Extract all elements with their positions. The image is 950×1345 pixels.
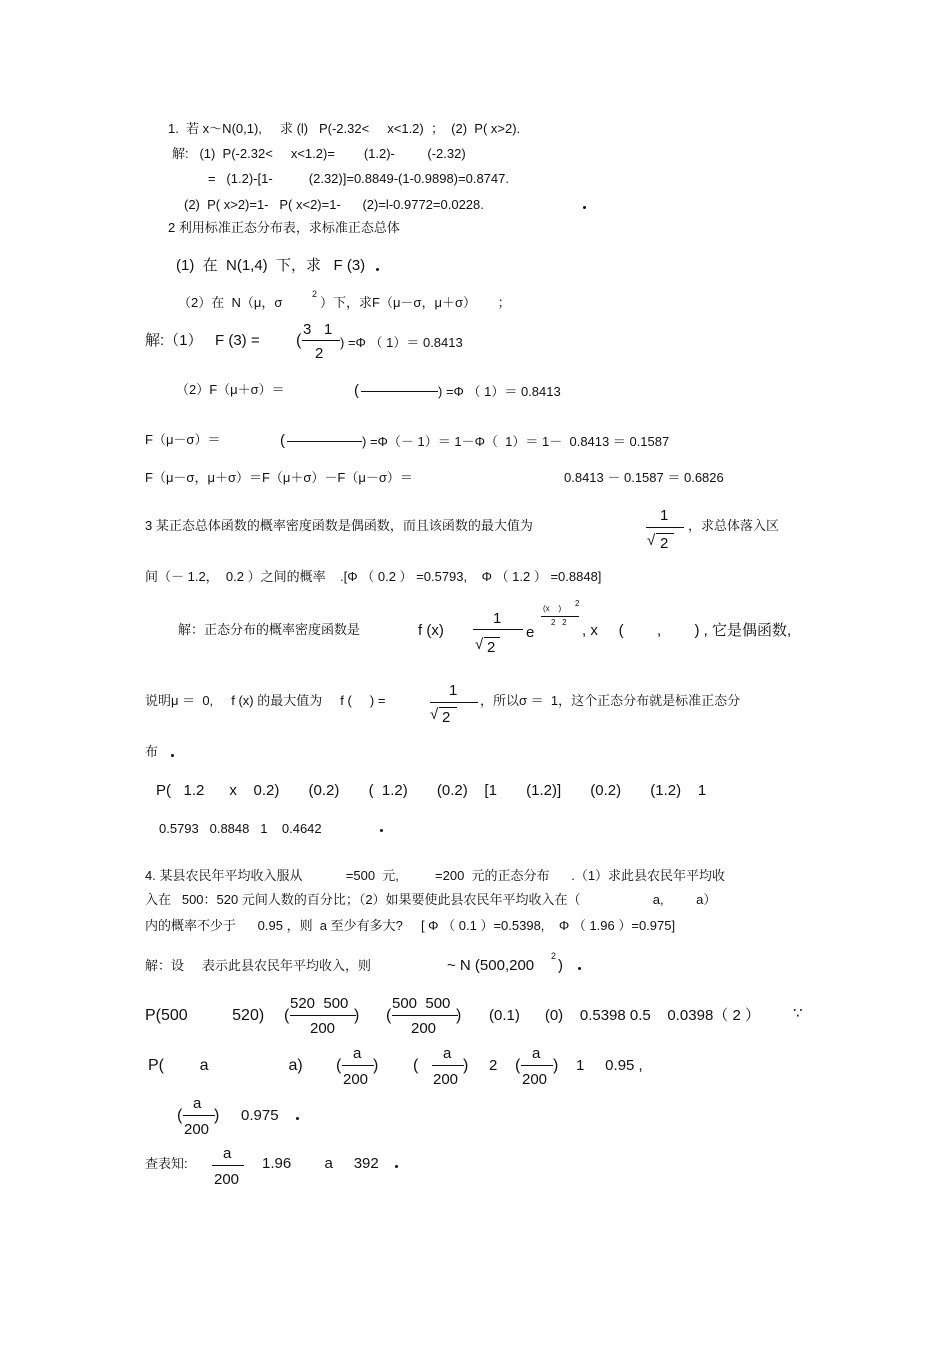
paren-open: ( bbox=[177, 1107, 183, 1124]
distribution-close: ) bbox=[558, 957, 563, 974]
problem-2-answer-2: （2）F（μ＋σ）＝ bbox=[176, 382, 285, 397]
problem-2-answer-3: F（μ－σ）＝ bbox=[145, 432, 221, 447]
problem-2-answer-1-result: ) =Φ （ 1）＝ 0.8413 bbox=[340, 335, 463, 350]
max-numerator: 1 bbox=[449, 682, 458, 699]
fraction-bar bbox=[302, 340, 340, 341]
row-2-fraction-2-denominator: 200 bbox=[433, 1071, 459, 1088]
problem-3-step-2-end: ，所以σ ＝ 1，这个正态分布就是标准正态分 bbox=[480, 693, 741, 708]
problem-2-answer-3-result: ) =Φ（－ 1）＝ 1－Φ（ 1）＝ 1－ 0.8413 ＝ 0.1587 bbox=[362, 434, 670, 449]
problem-3-step-1-end: , x ( , ) , 它是偶函数, bbox=[582, 622, 792, 639]
row-1-fraction-2-bar bbox=[392, 1015, 458, 1016]
paren-close: ) bbox=[214, 1107, 220, 1124]
sqrt-icon: √ bbox=[647, 532, 656, 549]
row-2-fraction-3-numerator: a bbox=[532, 1045, 541, 1062]
row-1-fraction-1-numerator: 520 500 bbox=[290, 995, 349, 1012]
problem-4-step-1: 解：设 表示此县农民年平均收入，则 bbox=[145, 958, 372, 973]
row-3-fraction-numerator: a bbox=[193, 1095, 202, 1112]
problem-2-answer-4: F（μ－σ，μ＋σ）＝F（μ＋σ）－F（μ－σ）＝ bbox=[145, 470, 413, 485]
row-1-fraction-2-numerator: 500 500 bbox=[392, 995, 451, 1012]
problem-3-step-1: 解：正态分布的概率密度函数是 bbox=[178, 622, 361, 637]
problem-4-distribution: ~ N (500,200 bbox=[447, 957, 535, 974]
sqrt-overline bbox=[484, 637, 500, 638]
period-mark bbox=[380, 829, 383, 832]
problem-3-probability-line: P( 1.2 x 0.2) (0.2) ( 1.2) (0.2) [1 (1.2)] (0.2) (1.2) 1 bbox=[156, 782, 707, 799]
distribution-superscript: 2 bbox=[551, 951, 557, 961]
paren-open: ( bbox=[354, 382, 359, 399]
problem-4-question-line-3: 内的概率不少于 0.95 ，则 a 至少有多大? [ Φ （ 0.1 ）=0.5398, Φ （ 1.96 ）=0.975] bbox=[145, 918, 676, 933]
period-mark bbox=[171, 754, 174, 757]
density-numerator: 1 bbox=[493, 610, 502, 627]
problem-4-row-3-result: 0.975 bbox=[241, 1107, 279, 1124]
max-fraction-bar bbox=[430, 702, 478, 703]
problem-4-question-line-1: 4. 某县农民年平均收入服从 =500 元, =200 元的正态分布 .（1）求此县农民年平均收 bbox=[145, 868, 726, 883]
paren-open: ( bbox=[336, 1057, 342, 1074]
exponent-fraction-bar bbox=[541, 616, 579, 617]
row-2-fraction-2-bar bbox=[432, 1065, 464, 1066]
row-3-fraction-bar bbox=[183, 1115, 215, 1116]
problem-4-lookup-label: 查表知: bbox=[145, 1156, 188, 1171]
paren-open: ( bbox=[413, 1057, 419, 1074]
period-mark bbox=[376, 268, 379, 271]
paren-open: ( bbox=[515, 1057, 521, 1074]
row-1-fraction-1-bar bbox=[290, 1015, 356, 1016]
row-4-fraction-numerator: a bbox=[223, 1145, 232, 1162]
sqrt-overline bbox=[656, 533, 674, 534]
row-1-fraction-1-denominator: 200 bbox=[310, 1020, 336, 1037]
paren-open: ( bbox=[280, 432, 285, 449]
row-2-fraction-1-numerator: a bbox=[353, 1045, 362, 1062]
problem-4-row-2-lhs: P( a a) bbox=[148, 1057, 303, 1074]
problem-2-item-2-superscript: 2 bbox=[312, 289, 318, 299]
period-mark bbox=[296, 1117, 299, 1120]
problem-2-answer-4-result: 0.8413 － 0.1587 ＝ 0.6826 bbox=[564, 470, 724, 485]
problem-3-result-line: 0.5793 0.8848 1 0.4642 bbox=[159, 821, 322, 836]
max-value-fraction-bar bbox=[646, 527, 684, 528]
row-2-fraction-2-numerator: a bbox=[443, 1045, 452, 1062]
row-2-coefficient: 2 bbox=[489, 1057, 498, 1074]
row-3-fraction-denominator: 200 bbox=[184, 1121, 210, 1138]
sqrt-icon: √ bbox=[475, 636, 484, 653]
problem-1-question: 1. 若 x～N(0,1), 求 (l) P(-2.32< x<1.2) ； (2) P( x>2). bbox=[168, 121, 521, 136]
problem-2-item-1: (1) 在 N(1,4) 下，求 F (3) bbox=[176, 257, 366, 274]
sqrt-overline bbox=[439, 707, 457, 708]
stray-mark bbox=[583, 206, 586, 209]
density-denominator: 2 bbox=[487, 639, 496, 656]
row-2-fraction-1-denominator: 200 bbox=[343, 1071, 369, 1088]
density-fraction-bar bbox=[473, 629, 523, 630]
paren-close: ) bbox=[456, 1007, 462, 1024]
problem-4-row-1-lhs: P(500 520) bbox=[145, 1007, 265, 1024]
row-4-fraction-bar bbox=[212, 1165, 244, 1166]
problem-3-question-line-1-end: ，求总体落入区 bbox=[688, 518, 780, 533]
problem-4-row-1-result: (0.1) (0) 0.5398 0.5 0.0398（ 2 ） bbox=[489, 1007, 760, 1024]
empty-fraction-bar bbox=[361, 391, 438, 392]
problem-4-row-2-result: 1 0.95 , bbox=[576, 1057, 643, 1074]
empty-fraction-bar bbox=[287, 441, 362, 442]
problem-1-step-3: (2) P( x>2)=1- P( x<2)=1- (2)=l-0.9772=0.0228. bbox=[184, 197, 484, 212]
problem-4-question-line-2: 入在 500：520 元间人数的百分比；（2）如果要使此县农民年平均收入在（ a, a） bbox=[145, 892, 717, 907]
because-symbol: ∵ bbox=[793, 1005, 803, 1022]
exponent-denominator: 2 2 bbox=[551, 618, 567, 627]
period-mark bbox=[395, 1165, 398, 1168]
exponent-numerator: (x ) bbox=[543, 604, 562, 613]
problem-2-answer-1: 解:（1） F (3) = bbox=[145, 332, 260, 349]
period-mark bbox=[578, 967, 581, 970]
paren-open: ( bbox=[386, 1007, 392, 1024]
problem-2-question: 2 利用标准正态分布表，求标准正态总体 bbox=[168, 220, 400, 235]
sqrt-icon: √ bbox=[430, 706, 439, 723]
problem-4-final-answer: 1.96 a 392 bbox=[262, 1155, 379, 1172]
max-denominator: 2 bbox=[442, 709, 451, 726]
exponent-power: 2 bbox=[575, 599, 580, 608]
row-1-fraction-2-denominator: 200 bbox=[411, 1020, 437, 1037]
problem-3-step-3: 布 bbox=[145, 744, 159, 759]
row-2-fraction-3-denominator: 200 bbox=[522, 1071, 548, 1088]
row-2-fraction-3-bar bbox=[521, 1065, 553, 1066]
exp-base: e bbox=[526, 624, 535, 641]
paren-close: ) bbox=[373, 1057, 379, 1074]
fraction-numerator: 3 1 bbox=[303, 321, 333, 338]
problem-1-step-2: = (1.2)-[1- (2.32)]=0.8849-(1-0.9898)=0.8747. bbox=[208, 171, 509, 186]
paren-close: ) bbox=[354, 1007, 360, 1024]
problem-2-answer-2-result: ) =Φ （ 1）＝ 0.8413 bbox=[438, 384, 561, 399]
paren-open: ( bbox=[284, 1007, 290, 1024]
density-function-label: f (x) bbox=[418, 622, 444, 639]
problem-1-step-1: 解: (1) P(-2.32< x<1.2)= (1.2)- (-2.32) bbox=[172, 146, 466, 161]
problem-3-question-line-2: 间（－ 1.2， 0.2 ）之间的概率 .[Φ （ 0.2 ） =0.5793, Φ （ 1.2 ） =0.8848] bbox=[145, 569, 602, 584]
paren-close: ) bbox=[463, 1057, 469, 1074]
problem-3-step-2: 说明μ ＝ 0, f (x) 的最大值为 f ( ) = bbox=[145, 693, 386, 708]
problem-2-item-2: （2）在 N（μ，σ bbox=[178, 295, 283, 310]
fraction-denominator: 2 bbox=[315, 345, 324, 362]
paren-close: ) bbox=[553, 1057, 559, 1074]
paren-open: ( bbox=[296, 332, 302, 349]
problem-3-question-line-1: 3 某正态总体函数的概率密度函数是偶函数，而且该函数的最大值为 bbox=[145, 518, 533, 533]
row-2-fraction-1-bar bbox=[342, 1065, 374, 1066]
row-4-fraction-denominator: 200 bbox=[214, 1171, 240, 1188]
problem-2-item-2-rest: ）下，求F（μ－σ，μ＋σ） ； bbox=[320, 295, 511, 310]
max-value-denominator: 2 bbox=[660, 535, 669, 552]
max-value-numerator: 1 bbox=[660, 507, 669, 524]
